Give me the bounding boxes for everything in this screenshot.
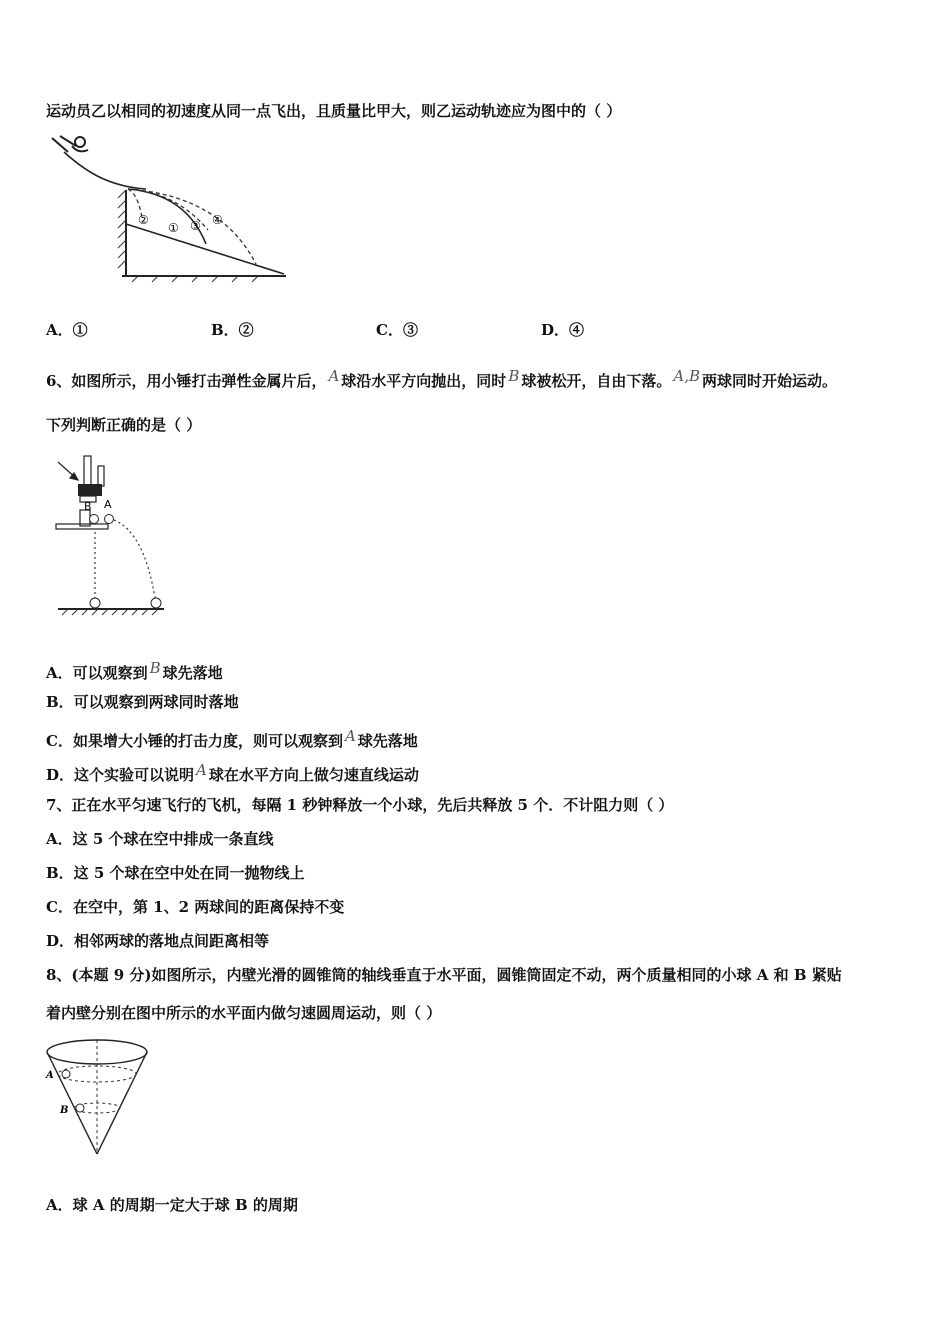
q6-option-c[interactable] (46, 726, 418, 751)
q6-option-a-math: B (149, 659, 161, 677)
traj-label-4: ④ (212, 213, 223, 227)
cone-ball-a (62, 1070, 70, 1078)
cone-ball-b (76, 1104, 84, 1112)
q6-stem-line2: 下列判断正确的是（ ） (46, 416, 202, 434)
q6-option-a[interactable] (46, 658, 223, 683)
traj-label-3: ③ (190, 219, 201, 233)
q6-math-b: B (508, 367, 520, 385)
q6-stem-part2: 球沿水平方向抛出，同时 (341, 372, 507, 390)
q6-stem-part4: 两球同时开始运动。 (701, 372, 837, 390)
q6-option-c-pre: C．如果增大小锤的打击力度，则可以观察到 (46, 732, 343, 750)
q6-math-a: A (328, 367, 340, 385)
q6-math-ab: A,B (673, 367, 700, 385)
skier-icon (52, 136, 88, 152)
q5-option-d[interactable]: D．④ (541, 321, 585, 339)
q5-stem: 运动员乙以相同的初速度从同一点飞出，且质量比甲大，则乙运动轨迹应为图中的（ ） (46, 102, 622, 120)
q7-option-b[interactable]: B．这 5 个球在空中处在同一抛物线上 (46, 864, 305, 882)
q7-option-d[interactable]: D．相邻两球的落地点间距离相等 (46, 932, 270, 950)
q5-option-a[interactable]: A．① (46, 321, 88, 339)
q6-option-a-post: 球先落地 (162, 664, 223, 682)
q5-option-c[interactable]: C．③ (376, 321, 418, 339)
hammer-arrow-icon (58, 462, 78, 480)
q6-stem-part3: 球被松开，自由下落。 (521, 372, 672, 390)
ramp-curve (64, 152, 146, 189)
q5-option-b[interactable]: B．② (211, 321, 254, 339)
cone-label-a: A (46, 1070, 54, 1081)
q6-option-d[interactable] (46, 760, 419, 785)
q8-stem-line1: 8、(本题 9 分)如图所示，内壁光滑的圆锥筒的轴线垂直于水平面，圆锥筒固定不动，两个质量相同的小球 A 和 B 紧贴 (46, 966, 842, 984)
q6-option-d-post: 球在水平方向上做匀速直线运动 (208, 766, 419, 784)
q8-option-a[interactable]: A．球 A 的周期一定大于球 B 的周期 (46, 1196, 298, 1214)
q6-option-c-post: 球先落地 (357, 732, 418, 750)
q6-stem-part1: 6、如图所示，用小锤打击弹性金属片后， (46, 372, 327, 390)
ball-b (90, 515, 99, 524)
ball-a (105, 515, 114, 524)
q6-option-d-pre: D．这个实验可以说明 (46, 766, 195, 784)
q6-option-d-math: A (196, 761, 207, 779)
ball-label-b: B (84, 500, 92, 513)
q6-option-a-pre: A．可以观察到 (46, 664, 148, 682)
q6-option-b[interactable]: B．可以观察到两球同时落地 (46, 693, 239, 711)
q5-figure (46, 132, 291, 282)
q6-option-c-math: A (344, 727, 356, 745)
q6-stem-line1 (46, 366, 837, 391)
q7-option-a[interactable]: A．这 5 个球在空中排成一条直线 (46, 830, 274, 848)
q6-figure (52, 452, 172, 624)
q8-stem-line2: 着内壁分别在图中所示的水平面内做匀速圆周运动，则（ ） (46, 1004, 442, 1022)
traj-label-2: ② (138, 213, 149, 227)
traj-label-1: ① (168, 221, 179, 235)
q7-stem: 7、正在水平匀速飞行的飞机，每隔 1 秒钟释放一个小球，先后共释放 5 个．不计阻力则（ ） (46, 796, 674, 814)
ball-label-a: A (104, 498, 112, 511)
q8-figure (44, 1036, 152, 1158)
q7-option-c[interactable]: C．在空中，第 1、2 两球间的距离保持不变 (46, 898, 345, 916)
cone-label-b: B (60, 1105, 69, 1116)
